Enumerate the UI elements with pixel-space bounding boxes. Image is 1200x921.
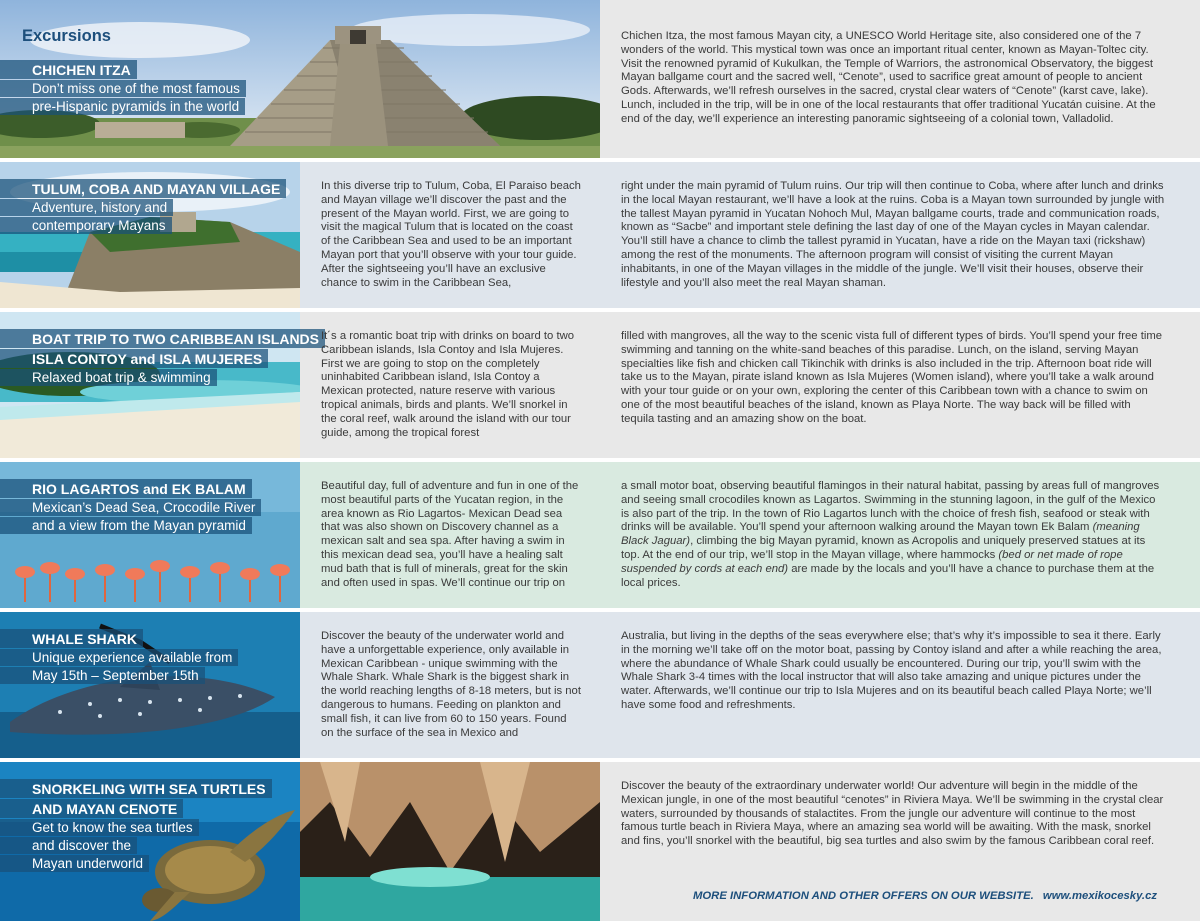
tulum-subtitle-line: Adventure, history and bbox=[0, 199, 173, 216]
excursion-row-whale-shark bbox=[0, 612, 1200, 758]
excursion-row-boat-trip bbox=[0, 312, 1200, 458]
more-info-text: MORE INFORMATION AND OTHER OFFERS ON OUR WEBSITE. bbox=[692, 890, 1034, 902]
snorkeling-description: Discover the beauty of the extraordinary underwater world! Our adventure will begin in the middle of the Mexican jungle, in one of the most beautiful “cenotes” in Riviera Maya. We’ll be swimming in the crystal clear waters, surrounded by thousands of stalactites. From the jungle our adventure will continue to the most famous turtle beach in Riviera Maya, where an amazing sea world will be awaiting. With the mask, snorkel and fins, you’ll snorkel with the beautiful, big sea turtles and also swim by the famous Caribbean coral reef. bbox=[621, 780, 1164, 848]
boat-trip-subtitle-line: Relaxed boat trip & swimming bbox=[0, 369, 217, 386]
chichen-itza-subtitle-line: pre-Hispanic pyramids in the world bbox=[0, 98, 245, 115]
excursion-row-rio-lagartos bbox=[0, 462, 1200, 608]
chichen-itza-description: Chichen Itza, the most famous Mayan city, a UNESCO World Heritage site, also considered one of the 7 wonders of the world. This mystical town was once an important ritual center, known as Mayan-Toltec city. Visit the renowned pyramid of Kukulkan, the Temple of Warriors, the astronomical Observatory, the biggest Mayan ballgame court and the sacred well, “Cenote”, used to sacrifice great amount of people to ancient Gods. Afterwards, we’ll refresh ourselves in the sacred, crystal clear waters of “Cenote” (karst cave, lake). Lunch, included in the trip, will be in one of the local restaurants that offer traditional Yucatán cuisine. At the end of the day, we’ll experience an interesting panoramic sightseeing of a colonial town, Valladolid. bbox=[621, 30, 1156, 125]
whale-shark-subtitle-line: Unique experience available from bbox=[0, 649, 238, 666]
boat-trip-title: ISLA CONTOY and ISLA MUJERES bbox=[0, 349, 268, 368]
whale-shark-title: WHALE SHARK bbox=[0, 629, 143, 648]
cenote-illustration bbox=[300, 762, 600, 921]
whale-shark-description-part-2: Australia, but living in the depths of the seas everywhere else; that’s why it’s impossible to sea it there. Early in the morning we’ll take off on the motor boat, passing by Contoy island and after a while reaching the area, where the abundance of Whale Shark could usually be encountered. During our trip, you’ll swim with the Whale Shark 3-4 times with the local instructor that will also take amazing and unique pictures under the water. Afterwards, we’ll continue our trip to Isla Mujeres and on its beautiful beach called Playa Norte; we’ll have some food and refreshments. bbox=[621, 630, 1162, 711]
tulum-description-part-2: right under the main pyramid of Tulum ruins. Our trip will then continue to Coba, where after lunch and drinks in the local Mayan restaurant, we’ll have a look at the ruins. Coba is a Mayan town surrounded by jungle with the tallest Mayan pyramid in Yucatan Nohoch Mul, Mayan ballgame courts, trade and communication roads, known as “Sacbe” and important stele defining the last day of one of the Mayan cycles in Mayan calendar. You’ll still have a chance to climb the tallest pyramid in Yucatan, have a ride on the Mayan taxi (rickshaw) among the rest of the monuments. The afternoon program will consist of visiting the current Mayan inhabitants, in one of the Mayan villages in the middle of the jungle. We’ll visit their houses, observe their lifestyle and you’ll also meet the real Mayan shaman. bbox=[621, 180, 1165, 289]
snorkeling-subtitle-line: and discover the bbox=[0, 837, 137, 854]
snorkeling-caption bbox=[0, 779, 272, 873]
excursion-row-tulum bbox=[0, 162, 1200, 308]
snorkeling-subtitle-line: Get to know the sea turtles bbox=[0, 819, 199, 836]
rio-lagartos-caption bbox=[0, 479, 261, 535]
chichen-itza-title: CHICHEN ITZA bbox=[0, 60, 137, 79]
rio-lagartos-title: RIO LAGARTOS and EK BALAM bbox=[0, 479, 252, 498]
page-title: Excursions bbox=[22, 27, 111, 45]
snorkeling-title: AND MAYAN CENOTE bbox=[0, 799, 183, 818]
whale-shark-subtitle-line: May 15th – September 15th bbox=[0, 667, 205, 684]
whale-shark-caption bbox=[0, 629, 238, 685]
rio-lagartos-description-part-2: a small motor boat, observing beautiful flamingos in their natural habitat, passing by areas full of mangroves and seeing small crocodiles known as Lagartos. Swimming in the stunning lagoon, in the gulf of the Mexico is also part of the trip. In the town of Rio Lagartos lunch with the choice of fresh fish, seafood or steak with drinks will be available. You’ll spend your afternoon walking around the Mayan town Ek Balam (meaning Black Jaguar), climbing the big Mayan pyramid, known as Acropolis and uniquely preserved statues at its top. At the end of our trip, we’ll stop in the Mayan village, where hammocks (bed or net made of rope suspended by cords at each end) are made by the locals and you’ll have a chance to purchase them at the local prices. bbox=[621, 480, 1160, 589]
rio-lagartos-subtitle-line: Mexican’s Dead Sea, Crocodile River bbox=[0, 499, 261, 516]
rio-lagartos-subtitle-line: and a view from the Mayan pyramid bbox=[0, 517, 252, 534]
website-link[interactable]: www.mexikocesky.cz bbox=[1042, 890, 1157, 902]
tulum-caption bbox=[0, 179, 286, 235]
snorkeling-subtitle-line: Mayan underworld bbox=[0, 855, 149, 872]
chichen-itza-subtitle-line: Don’t miss one of the most famous bbox=[0, 80, 246, 97]
snorkeling-title: SNORKELING WITH SEA TURTLES bbox=[0, 779, 272, 798]
boat-trip-description-part-2: filled with mangroves, all the way to the scenic vista full of different types of birds. You’ll spend your free time swimming and tanning on the white-sand beaches of this paradise. Lunch, on the island, serving Mayan specialties like fish and chicken call Tikinchik with drinks is also included in the trip. Afternoon boat ride will take us to the Mayan, pirate island known as Isla Mujeres (Women island), where you’ll take a walk around with your tour guide or on your own, exploring the center of this Caribbean town with a chance to swim on one of the most beautiful beaches of the island, known as Playa Norte. The way back will be filled with tequila tasting and an amazing show on the boat. bbox=[621, 330, 1163, 425]
boat-trip-description-part-1: It´s a romantic boat trip with drinks on board to two Caribbean islands, Isla Contoy and Isla Mujeres. First we are going to stop on the completely uninhabited Caribbean island, Isla Contoy a Mexican protected, nature reserve with various tropical animals, birds and plants. We’ll snorkel in the coral reef, walk around the island with our tour guide, among the tropical forest bbox=[321, 330, 575, 439]
chichen-itza-caption bbox=[0, 60, 246, 116]
boat-trip-caption bbox=[0, 329, 325, 387]
tulum-subtitle-line: contemporary Mayans bbox=[0, 217, 172, 234]
tulum-title: TULUM, COBA AND MAYAN VILLAGE bbox=[0, 179, 286, 198]
footer-more-info bbox=[600, 890, 1157, 902]
excursion-row-chichen-itza bbox=[0, 0, 1200, 158]
whale-shark-description-part-1: Discover the beauty of the underwater world and have a unforgettable experience, only available in Mexican Caribbean - unique swimming with the Whale Shark. Whale Shark is the biggest shark in the world reaching lengths of 8-18 meters, but is not dangerous to humans. Feeding on plankton and small fish, it can live from 60 to 150 years. Found on the surface of the sea in Mexico and bbox=[321, 630, 581, 739]
rio-lagartos-description-part-1: Beautiful day, full of adventure and fun in one of the most beautiful parts of the Yucatan region, in the area known as Rio Lagartos- Mexican Dead sea that was also shown on Discovery channel as a mexican salt and sea spa. After having a swim in this mexican dead sea, you’ll have a healing salt mud bath that is full of minerals, great for the skin and often used in spas. We’ll continue our trip on bbox=[321, 480, 579, 589]
cenote-photo bbox=[300, 762, 600, 921]
excursion-row-snorkeling bbox=[0, 762, 1200, 921]
boat-trip-title: BOAT TRIP TO TWO CARIBBEAN ISLANDS bbox=[0, 329, 325, 348]
tulum-description-part-1: In this diverse trip to Tulum, Coba, El Paraiso beach and Mayan village we’ll discover the past and the present of the Mayan world. First, we are going to visit the magical Tulum that is located on the coast of the Caribbean Sea and used to be an important Mayan port that you’ll observe with your tour guide. After the sightseeing you’ll have an exclusive chance to swim in the Caribbean Sea, bbox=[321, 180, 581, 289]
